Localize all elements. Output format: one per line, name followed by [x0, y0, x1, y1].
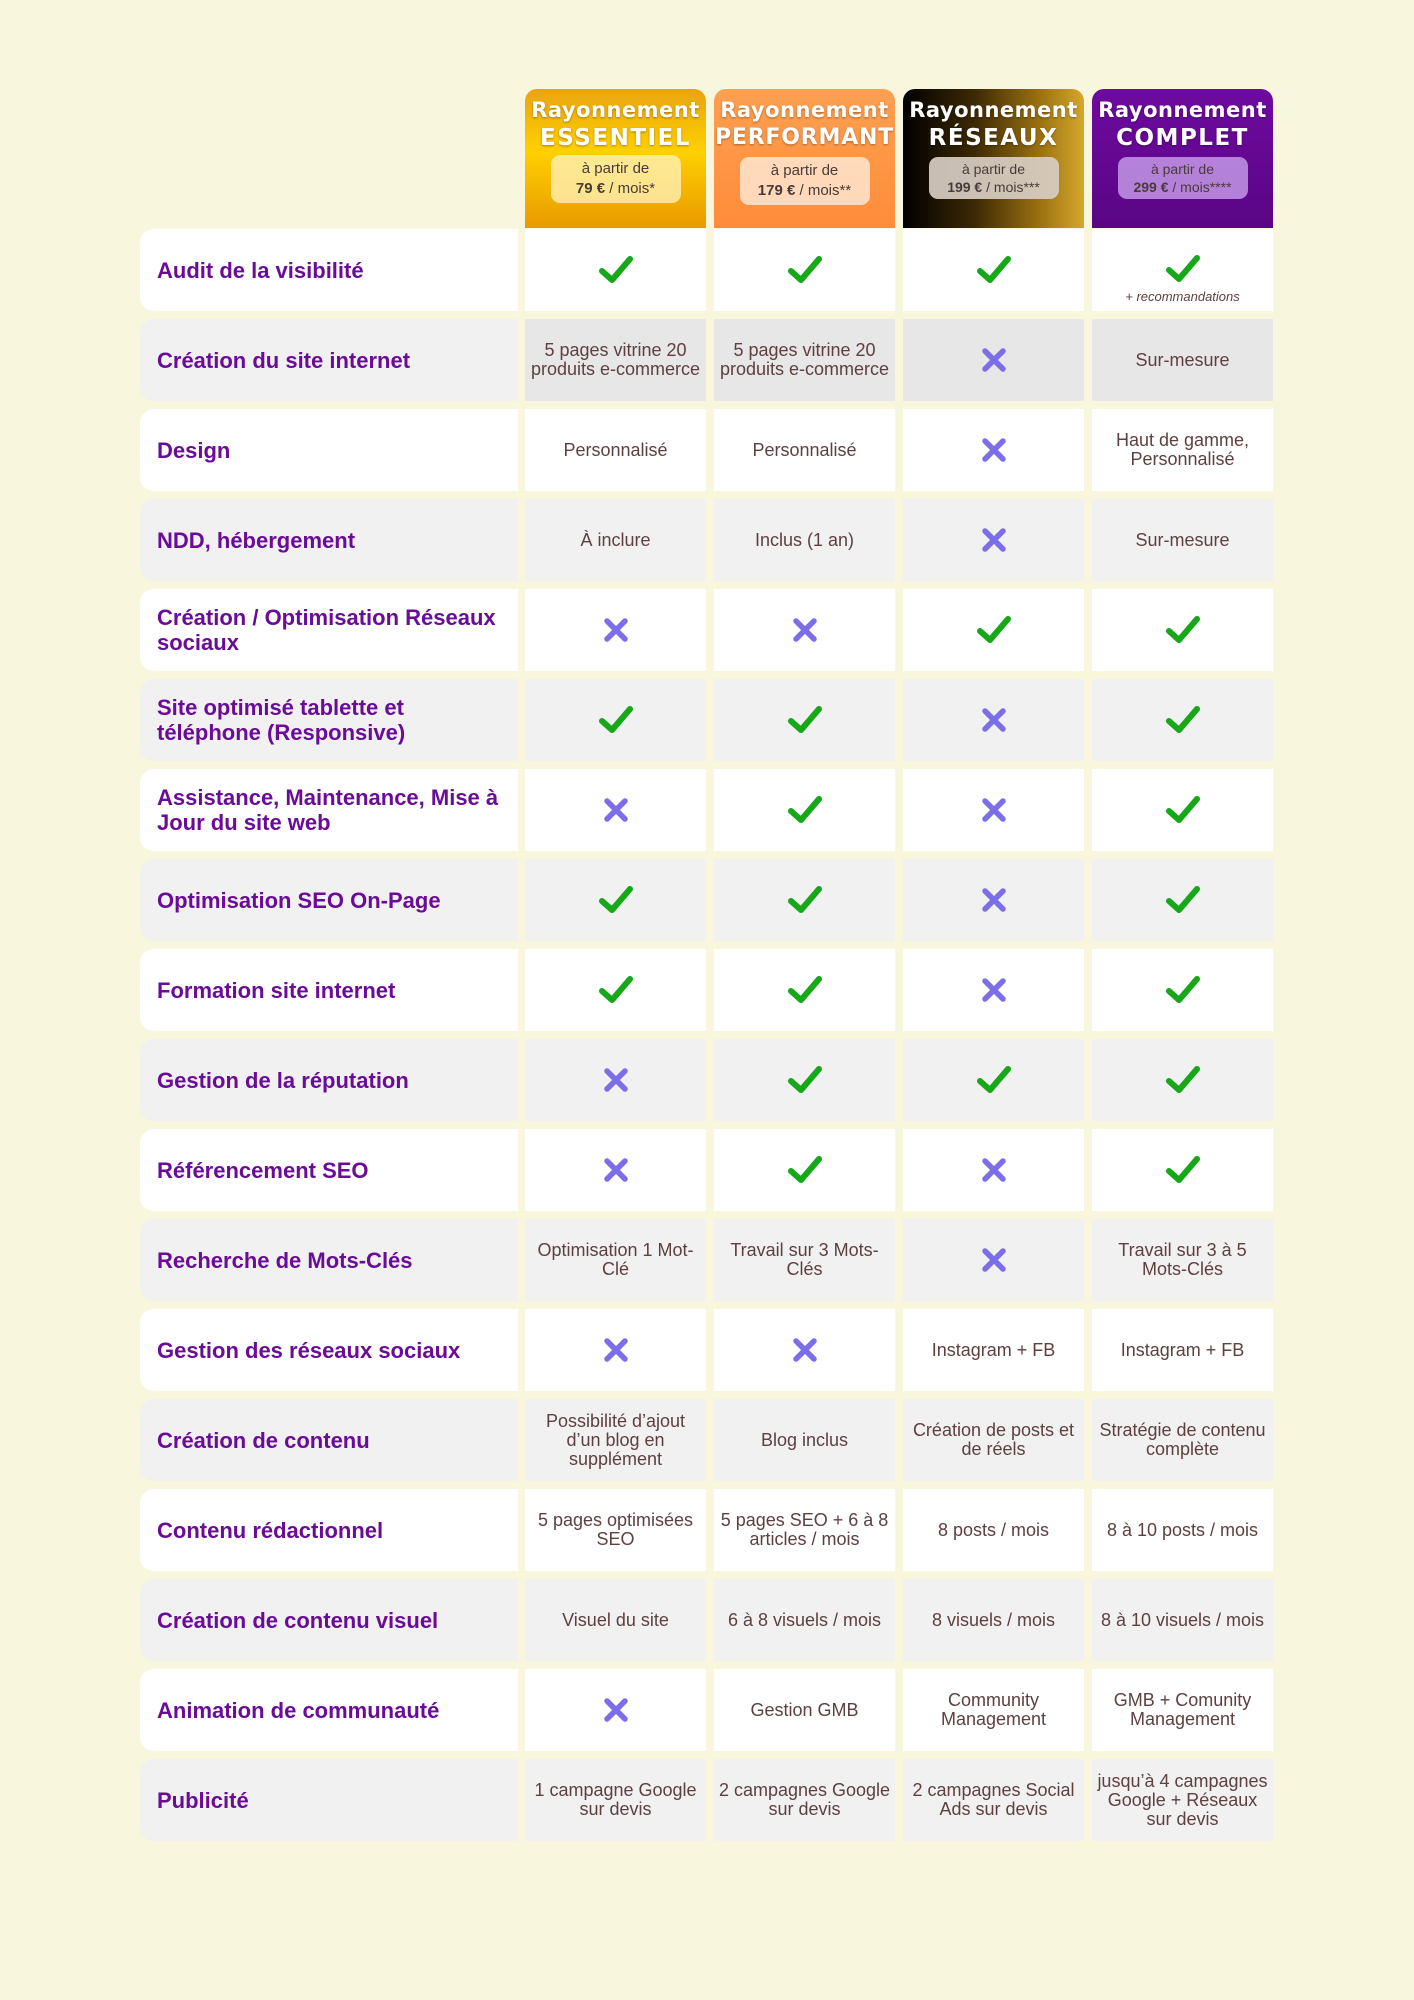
- cell-value: 8 à 10 posts / mois: [1106, 1519, 1259, 1540]
- plan-name: Rayonnement: [531, 98, 700, 122]
- cell-value: Visuel du site: [562, 1609, 669, 1630]
- cell-value: Instagram + FB: [1120, 1339, 1245, 1360]
- plan-price: [1118, 157, 1248, 199]
- cell-value: Blog inclus: [760, 1429, 849, 1450]
- check-icon: [1092, 1039, 1273, 1121]
- cross-icon: [714, 589, 895, 671]
- plan-header-reseaux: [903, 89, 1084, 228]
- cell-value: Inclus (1 an): [754, 529, 855, 550]
- cell-value: Travail sur 3 à 5 Mots-Clés: [1118, 1240, 1247, 1279]
- table-row: [140, 859, 1274, 941]
- cell-text: [903, 1669, 1084, 1751]
- price-prefix: à partir de: [961, 161, 1026, 177]
- feature-label: Audit de la visibilité: [140, 229, 518, 311]
- cell-value: Possibilité d’ajout d’un blog en supplément: [545, 1410, 686, 1469]
- cell-value: 8 à 10 visuels / mois: [1100, 1609, 1265, 1630]
- cross-icon: [525, 769, 706, 851]
- price-suffix: / mois***: [982, 179, 1040, 195]
- price-suffix: / mois**: [795, 182, 852, 199]
- cross-icon: [903, 409, 1084, 491]
- check-icon: [1092, 589, 1273, 671]
- cross-icon: [903, 769, 1084, 851]
- cell-value: Community Management: [940, 1690, 1047, 1729]
- cell-text: [714, 1219, 895, 1301]
- feature-label: Design: [140, 409, 518, 491]
- cell-value: 5 pages SEO + 6 à 8 articles / mois: [720, 1510, 889, 1549]
- cell-value: jusqu’à 4 campagnes Google + Réseaux sur devis: [1097, 1770, 1268, 1829]
- feature-label: Création / Optimisation Réseaux sociaux: [140, 589, 518, 671]
- plan-name: Rayonnement: [720, 98, 889, 122]
- cell-text: [903, 1579, 1084, 1661]
- check-icon: [714, 229, 895, 311]
- price-value: 179 €: [757, 182, 796, 199]
- cell-text: [1092, 319, 1273, 401]
- check-icon: [714, 769, 895, 851]
- cell-value: Optimisation 1 Mot-Clé: [537, 1240, 694, 1279]
- check-icon: [525, 679, 706, 761]
- cell-text: [714, 1759, 895, 1841]
- price-suffix: / mois*: [605, 180, 656, 197]
- cross-icon: [903, 679, 1084, 761]
- price-value: 79 €: [575, 180, 606, 197]
- check-icon: [903, 589, 1084, 671]
- check-icon: [1092, 859, 1273, 941]
- cell-text: [903, 1759, 1084, 1841]
- cell-value: 6 à 8 visuels / mois: [727, 1609, 882, 1630]
- cell-text: [714, 1669, 895, 1751]
- cell-text: [1092, 499, 1273, 581]
- feature-rows: [140, 229, 1274, 1841]
- cross-icon: [525, 1039, 706, 1121]
- table-row: [140, 1669, 1274, 1751]
- check-icon: [714, 679, 895, 761]
- check-icon: [1092, 769, 1273, 851]
- feature-label: Site optimisé tablette et téléphone (Responsive): [140, 679, 518, 761]
- table-row: [140, 1399, 1274, 1481]
- cell-text: [1092, 1759, 1273, 1841]
- table-row: [140, 1489, 1274, 1571]
- feature-label: Formation site internet: [140, 949, 518, 1031]
- feature-label: Recherche de Mots-Clés: [140, 1219, 518, 1301]
- cell-text: [714, 1489, 895, 1571]
- cell-text: [714, 499, 895, 581]
- table-row: [140, 769, 1274, 851]
- cell-text: [1092, 409, 1273, 491]
- pricing-comparison-table: [140, 89, 1274, 1849]
- cross-icon: [525, 589, 706, 671]
- table-row: [140, 1219, 1274, 1301]
- feature-label: Animation de communauté: [140, 1669, 518, 1751]
- price-prefix: à partir de: [770, 162, 839, 179]
- cell-text: [714, 319, 895, 401]
- check-icon: [525, 229, 706, 311]
- cross-icon: [903, 859, 1084, 941]
- plan-price: [929, 157, 1059, 199]
- check-icon: [1092, 679, 1273, 761]
- cell-value: 2 campagnes Social Ads sur devis: [912, 1780, 1075, 1819]
- cell-text: [1092, 1309, 1273, 1391]
- cell-value: Instagram + FB: [931, 1339, 1056, 1360]
- price-value: 299 €: [1133, 179, 1169, 195]
- cell-text: [1092, 1669, 1273, 1751]
- cell-value: Haut de gamme, Personnalisé: [1115, 430, 1250, 469]
- cross-icon: [525, 1129, 706, 1211]
- cell-value: Création de posts et de réels: [912, 1420, 1075, 1459]
- table-row: [140, 589, 1274, 671]
- cell-value: Sur-mesure: [1135, 349, 1230, 370]
- plan-tier: PERFORMANT: [714, 125, 895, 150]
- feature-label: Assistance, Maintenance, Mise à Jour du site web: [140, 769, 518, 851]
- cell-text: [903, 1309, 1084, 1391]
- plan-tier: COMPLET: [1116, 125, 1249, 151]
- plan-name: Rayonnement: [909, 98, 1078, 122]
- cross-icon: [525, 1309, 706, 1391]
- cross-icon: [903, 319, 1084, 401]
- feature-label: Optimisation SEO On-Page: [140, 859, 518, 941]
- cell-text: [714, 1399, 895, 1481]
- table-row: [140, 1039, 1274, 1121]
- feature-label: Création de contenu visuel: [140, 1579, 518, 1661]
- cell-text: [525, 499, 706, 581]
- cell-text: [903, 1489, 1084, 1571]
- feature-label: Gestion des réseaux sociaux: [140, 1309, 518, 1391]
- feature-label: NDD, hébergement: [140, 499, 518, 581]
- plan-name: Rayonnement: [1098, 98, 1267, 122]
- check-icon: [1092, 229, 1273, 311]
- plan-tier: RÉSEAUX: [928, 125, 1059, 151]
- cell-value: 5 pages vitrine 20 produits e-commerce: [530, 340, 701, 379]
- feature-label: Contenu rédactionnel: [140, 1489, 518, 1571]
- plan-header-essentiel: [525, 89, 706, 228]
- table-row: [140, 949, 1274, 1031]
- plan-tier: ESSENTIEL: [540, 125, 691, 151]
- cell-value: 8 posts / mois: [937, 1519, 1050, 1540]
- cross-icon: [903, 1219, 1084, 1301]
- check-icon: [1092, 1129, 1273, 1211]
- cross-icon: [525, 1669, 706, 1751]
- cross-icon: [714, 1309, 895, 1391]
- cell-value: Sur-mesure: [1135, 529, 1230, 550]
- cell-text: [525, 1579, 706, 1661]
- cell-value: 8 visuels / mois: [931, 1609, 1056, 1630]
- table-row: [140, 1579, 1274, 1661]
- check-icon: [525, 859, 706, 941]
- table-row: [140, 1759, 1274, 1841]
- plan-price: [740, 157, 870, 205]
- cell-value: 1 campagne Google sur devis: [534, 1780, 697, 1819]
- table-row: [140, 1309, 1274, 1391]
- cell-text: [714, 409, 895, 491]
- cell-value: 2 campagnes Google sur devis: [718, 1780, 891, 1819]
- cross-icon: [903, 499, 1084, 581]
- check-icon: [714, 859, 895, 941]
- cell-text: [525, 1489, 706, 1571]
- feature-label: Référencement SEO: [140, 1129, 518, 1211]
- plan-price: [551, 155, 681, 203]
- cell-value: Gestion GMB: [750, 1699, 859, 1720]
- cell-value: Travail sur 3 Mots-Clés: [730, 1240, 879, 1279]
- table-row: [140, 499, 1274, 581]
- cell-text: [525, 1759, 706, 1841]
- price-prefix: à partir de: [581, 160, 650, 177]
- table-row: [140, 229, 1274, 311]
- cell-note: + recommandations: [1125, 289, 1240, 304]
- price-value: 199 €: [947, 179, 983, 195]
- feature-label: Gestion de la réputation: [140, 1039, 518, 1121]
- check-icon: [714, 1039, 895, 1121]
- cell-value: Personnalisé: [752, 439, 857, 460]
- cell-value: GMB + Comunity Management: [1113, 1690, 1252, 1729]
- cell-value: Stratégie de contenu complète: [1099, 1420, 1266, 1459]
- cell-text: [525, 319, 706, 401]
- cell-text: [525, 1219, 706, 1301]
- check-icon: [903, 1039, 1084, 1121]
- check-icon: [1092, 949, 1273, 1031]
- cell-text: [1092, 1399, 1273, 1481]
- table-row: [140, 409, 1274, 491]
- feature-label: Publicité: [140, 1759, 518, 1841]
- plan-header-complet: [1092, 89, 1273, 228]
- check-icon: [714, 949, 895, 1031]
- plan-header-performant: [714, 89, 895, 228]
- cross-icon: [903, 1129, 1084, 1211]
- cell-text: [903, 1399, 1084, 1481]
- check-icon: [903, 229, 1084, 311]
- check-icon: [714, 1129, 895, 1211]
- check-icon: [525, 949, 706, 1031]
- price-prefix: à partir de: [1150, 161, 1215, 177]
- cross-icon: [903, 949, 1084, 1031]
- cell-text: [1092, 1219, 1273, 1301]
- feature-label: Création du site internet: [140, 319, 518, 401]
- table-row: [140, 319, 1274, 401]
- cell-value: 5 pages vitrine 20 produits e-commerce: [719, 340, 890, 379]
- cell-text: [1092, 1579, 1273, 1661]
- cell-value: À inclure: [580, 529, 651, 550]
- table-row: [140, 679, 1274, 761]
- table-row: [140, 1129, 1274, 1211]
- cell-value: Personnalisé: [563, 439, 668, 460]
- price-suffix: / mois****: [1168, 179, 1232, 195]
- cell-text: [525, 1399, 706, 1481]
- cell-text: [714, 1579, 895, 1661]
- cell-value: 5 pages optimisées SEO: [537, 1510, 694, 1549]
- feature-label: Création de contenu: [140, 1399, 518, 1481]
- plan-headers: [525, 89, 1274, 229]
- cell-text: [525, 409, 706, 491]
- cell-text: [1092, 1489, 1273, 1571]
